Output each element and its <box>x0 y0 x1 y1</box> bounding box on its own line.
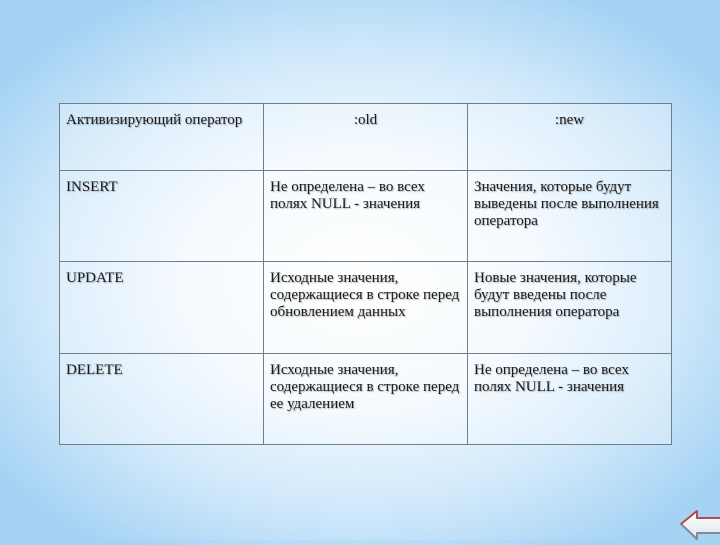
header-old: :old <box>264 104 468 171</box>
cell-new: Новые значения, которые будут введены после выполнения оператора <box>468 262 672 354</box>
cell-operator: DELETE <box>60 354 264 445</box>
cell-old: Исходные значения, содержащиеся в строке перед ее удалением <box>264 354 468 445</box>
table-row <box>60 262 672 354</box>
table-header-row <box>60 104 672 171</box>
cell-new: Значения, которые будут выведены после выполнения оператора <box>468 171 672 262</box>
table-row <box>60 354 672 445</box>
cell-old: Исходные значения, содержащиеся в строке перед обновлением данных <box>264 262 468 354</box>
cell-old: Не определена – во всех полях NULL - значения <box>264 171 468 262</box>
cell-new: Не определена – во всех полях NULL - значения <box>468 354 672 445</box>
header-new: :new <box>468 104 672 171</box>
back-button[interactable] <box>679 508 720 540</box>
table-row <box>60 171 672 262</box>
header-operator: Активизирующий оператор <box>60 104 264 171</box>
cell-operator: UPDATE <box>60 262 264 354</box>
cell-operator: INSERT <box>60 171 264 262</box>
trigger-values-table <box>59 103 672 445</box>
left-arrow-icon <box>679 508 720 540</box>
